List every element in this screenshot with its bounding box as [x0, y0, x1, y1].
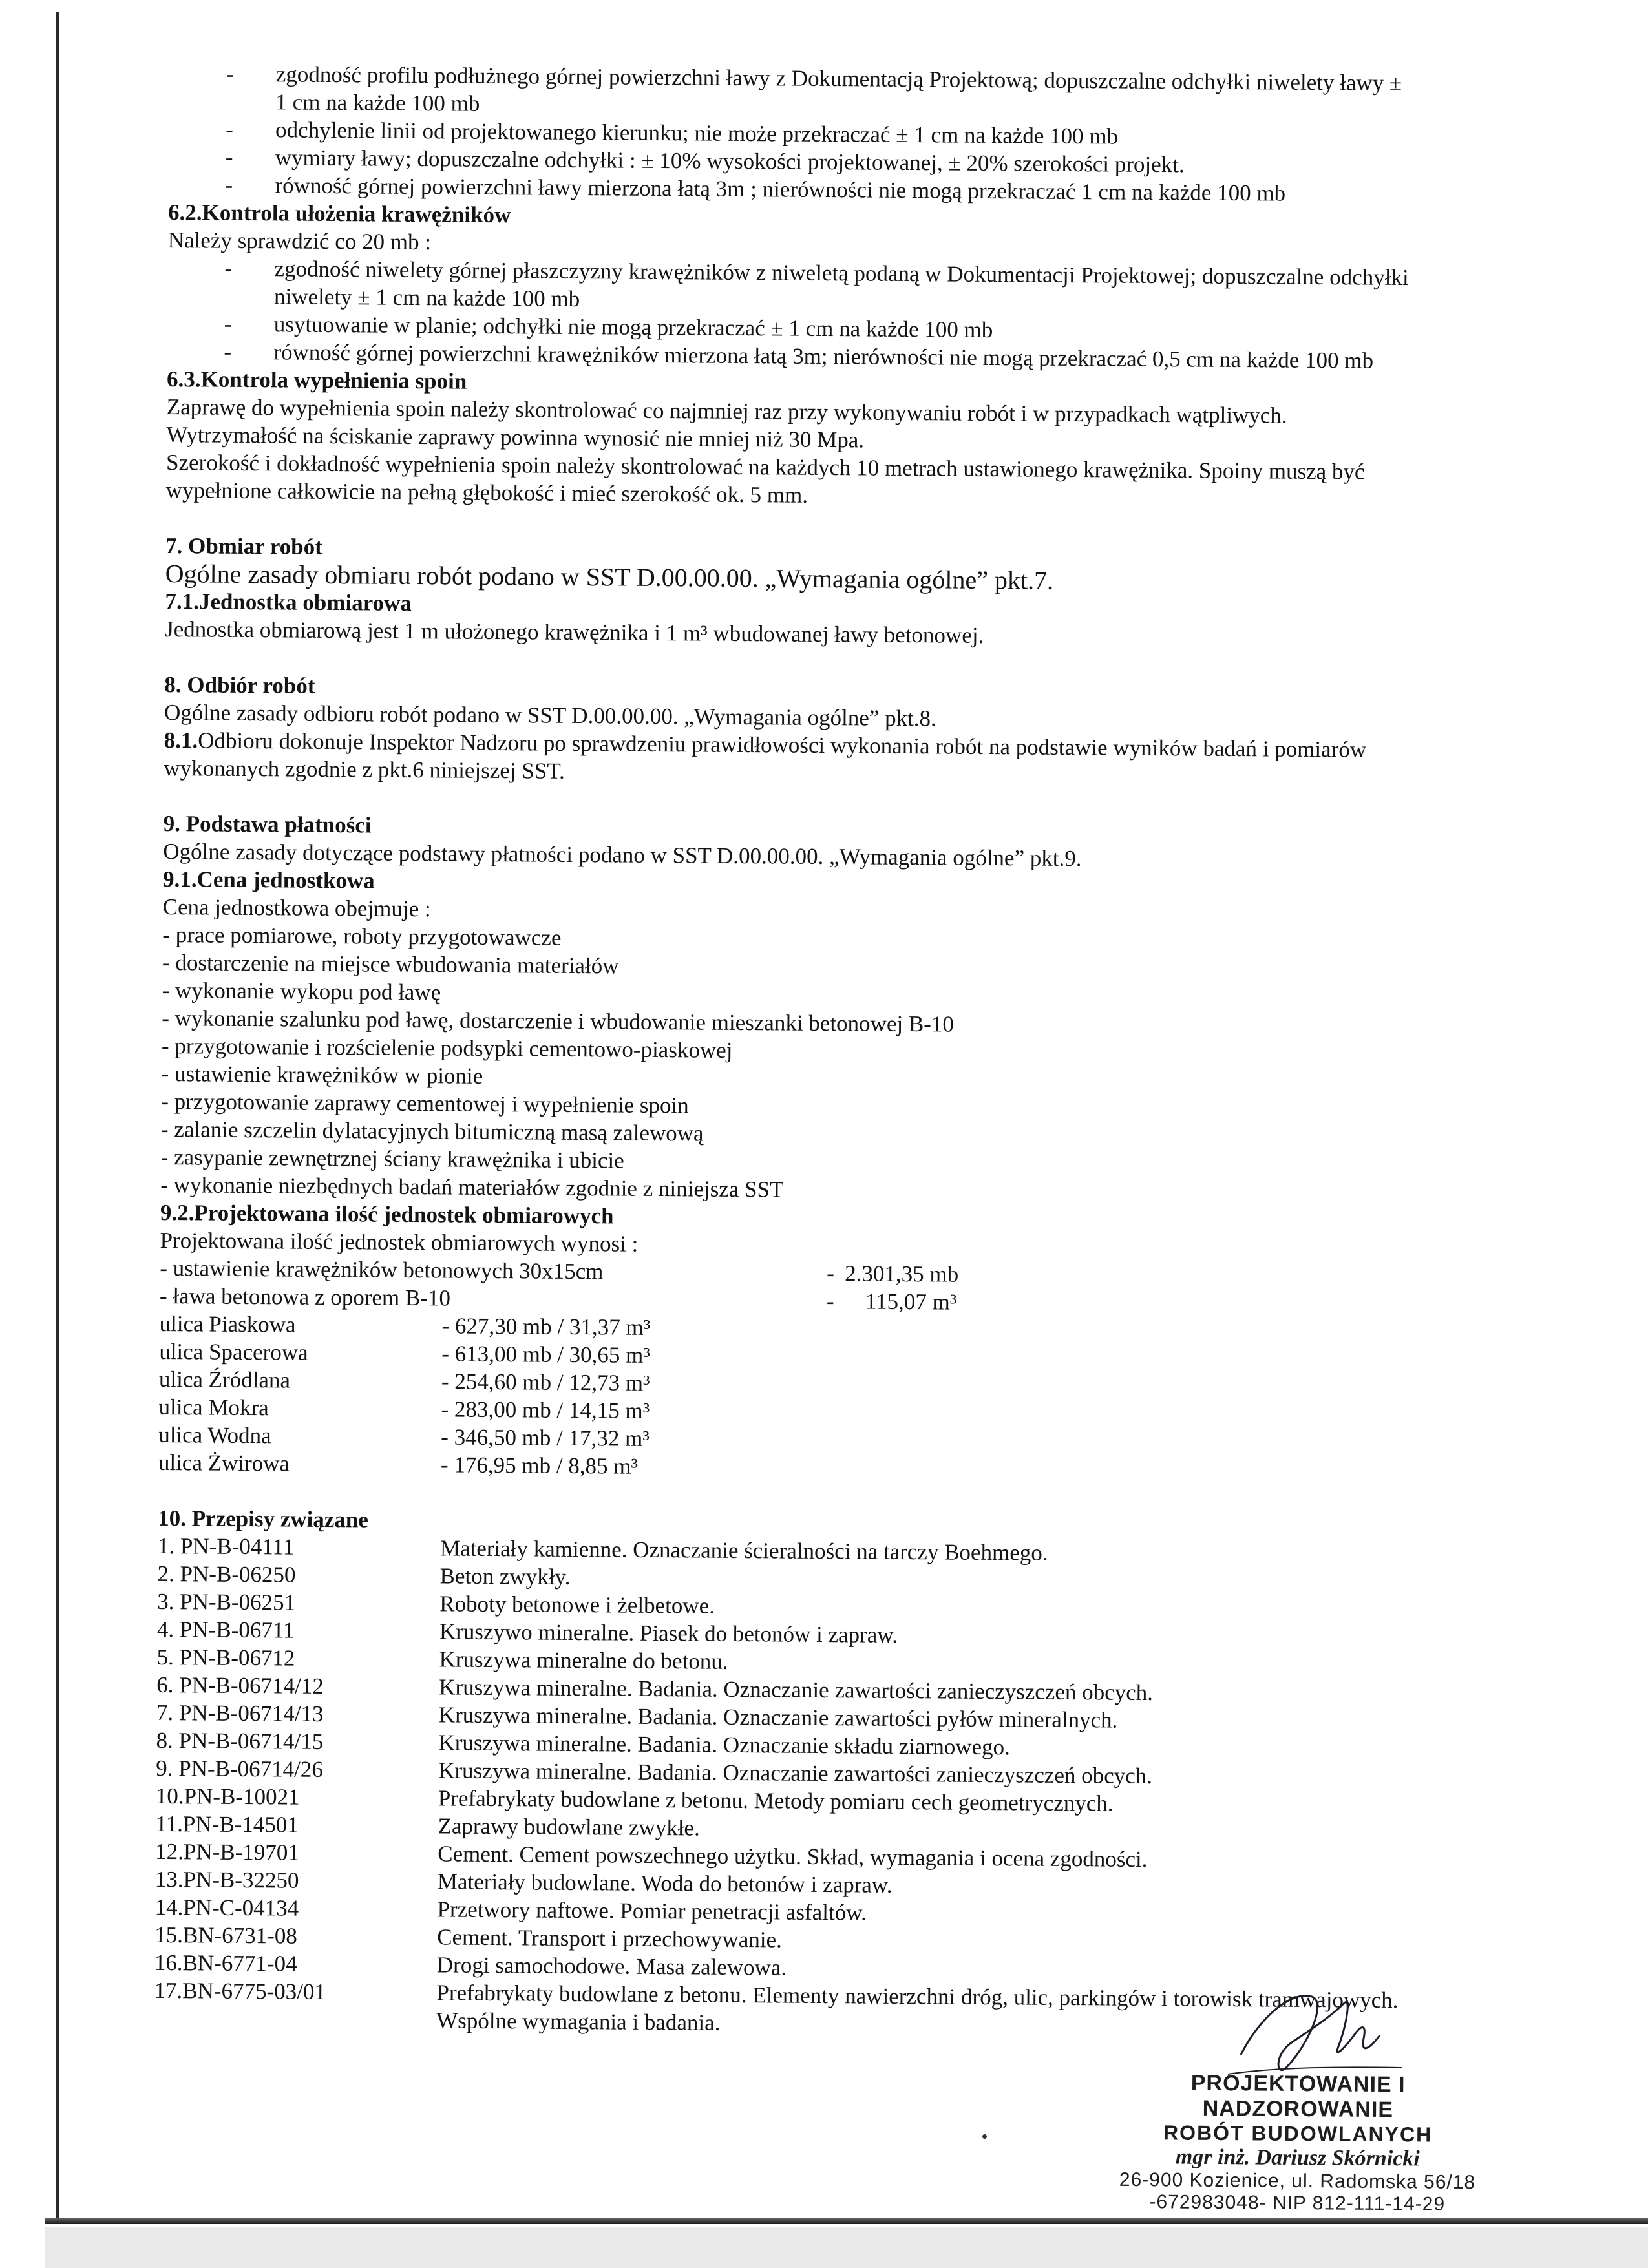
norm-row: 6. PN-B-06714/12 Kruszywa mineralne. Badania. Oznaczanie zawartości zanieczyszczeń obcych.	[156, 1672, 1154, 1706]
document-page	[154, 59, 1417, 2042]
list-item: - równość górnej powierzchni ławy mierzona łatą 3m ; nierówności nie mogą przekraczać 1 cm na każde 100 mb	[225, 172, 1286, 206]
paragraph: Ogólne zasady dotyczące podstawy płatności podano w SST D.00.00.00. „Wymagania ogólne” pkt.9.	[163, 838, 1082, 872]
list-item: - dostarczenie na miejsce wbudowania materiałów	[162, 949, 619, 979]
list-item: - przygotowanie i rozścielenie podsypki cementowo-piaskowej	[161, 1033, 733, 1063]
paragraph: 8.1.Odbioru dokonuje Inspektor Nadzoru po sprawdzeniu prawidłowości wykonania robót na podstawie wyników badań i pomiarów wykonanych zgodnie z pkt.6 niniejszej SST.	[164, 727, 1367, 784]
stamp-line: PROJEKTOWANIE I NADZOROWANIE	[1190, 2070, 1406, 2123]
section-heading: 9. Podstawa płatności	[163, 810, 372, 838]
section-heading: 6.3.Kontrola wypełnienia spoin	[166, 366, 467, 394]
paragraph: Projektowana ilość jednostek obmiarowych wynosi :	[160, 1227, 639, 1257]
subsection-number: 8.1.	[164, 727, 198, 753]
street-row: ulica Mokra - 283,00 mb / 14,15 m³	[158, 1394, 650, 1423]
norm-row: 14.PN-C-04134 Przetwory naftowe. Pomiar penetracji asfaltów.	[154, 1894, 867, 1926]
norm-row: 15.BN-6731-08 Cement. Transport i przechowywanie.	[154, 1922, 782, 1953]
paragraph: Wytrzymałość na ściskanie zaprawy powinna wynosić nie mniej niż 30 Mpa.	[166, 421, 865, 453]
list-item: - przygotowanie zaprawy cementowej i wypełnienie spoin	[161, 1088, 689, 1118]
paragraph: Jednostka obmiarową jest 1 m ułożonego krawężnika i 1 m³ wbudowanej ławy betonowej.	[164, 616, 984, 648]
norm-row: 16.BN-6771-04 Drogi samochodowe. Masa zalewowa.	[154, 1949, 787, 1980]
stamp-line: ROBÓT BUDOWLANYCH	[1163, 2121, 1433, 2147]
norm-row: 2. PN-B-06250 Beton zwykły.	[157, 1560, 571, 1590]
norm-row: 11.PN-B-14501 Zaprawy budowlane zwykłe.	[155, 1811, 700, 1841]
list-item: - wykonanie szalunku pod ławę, dostarczenie i wbudowanie mieszanki betonowej B-10	[162, 1005, 955, 1037]
quantity-row: - ustawienie krawężników betonowych 30x15cm - 2.301,35 mb	[160, 1255, 959, 1287]
quantity-value: 115,07 m³	[865, 1288, 957, 1315]
section-heading: 7.1.Jednostka obmiarowa	[165, 588, 412, 616]
section-heading: 8. Odbiór robót	[164, 671, 315, 698]
norm-row: 1. PN-B-04111 Materiały kamienne. Oznaczanie ścieralności na tarczy Boehmego.	[157, 1533, 1048, 1566]
scan-bottom-margin	[45, 2227, 1648, 2268]
street-row: ulica Piaskowa - 627,30 mb / 31,37 m³	[159, 1310, 651, 1340]
street-row: ulica Spacerowa - 613,00 mb / 30,65 m³	[159, 1338, 651, 1368]
paragraph: Należy sprawdzić co 20 mb :	[167, 227, 432, 255]
paragraph: Szerokość i dokładność wypełnienia spoin należy skontrolować na każdych 10 metrach ustawionego krawężnika. Spoiny muszą być wypełnione całkowicie na pełną głębokość i mieć szerokość ok. 5 mm.	[165, 449, 1365, 508]
list-item: - zgodność profilu podłużnego górnej powierzchni ławy z Dokumentacją Projektową; dopuszczalne odchyłki niwelety ławy ± 1 cm na każde 100 mb	[226, 61, 1402, 116]
norm-row: 5. PN-B-06712 Kruszywa mineralne do betonu.	[156, 1644, 728, 1674]
paragraph: Cena jednostkowa obejmuje :	[162, 894, 431, 922]
section-heading: 9.1.Cena jednostkowa	[162, 866, 375, 894]
norm-row: 3. PN-B-06251 Roboty betonowe i żelbetowe.	[157, 1588, 715, 1619]
list-item: - równość górnej powierzchni krawężników mierzona łatą 3m; nierówności nie mogą przekraczać 0,5 cm na każde 100 mb	[224, 339, 1374, 373]
norm-row: 17.BN-6775-03/01 Prefabrykaty budowlane z betonu. Elementy nawierzchni dróg, ulic, parkingów i torowisk tramwajowych. Wspólne wymagania i badania.	[154, 1977, 1399, 2035]
street-row: ulica Wodna - 346,50 mb / 17,32 m³	[158, 1422, 650, 1451]
list-item: - wykonanie niezbędnych badań materiałów zgodnie z niniejsza SST	[160, 1171, 784, 1202]
company-stamp	[1116, 2070, 1479, 2216]
ink-dot	[982, 2134, 987, 2139]
norm-row: 12.PN-B-19701 Cement. Cement powszechnego użytku. Skład, wymagania i ocena zgodności.	[155, 1838, 1148, 1872]
scan-left-edge	[56, 12, 59, 2221]
paragraph: Ogólne zasady odbioru robót podano w SST D.00.00.00. „Wymagania ogólne” pkt.8.	[164, 699, 937, 731]
stamp-line: 26-900 Kozienice, ul. Radomska 56/18	[1119, 2168, 1476, 2194]
list-item: - prace pomiarowe, roboty przygotowawcze	[162, 921, 562, 950]
section-heading: 10. Przepisy związane	[158, 1505, 369, 1533]
section-heading: 9.2.Projektowana ilość jednostek obmiarowych	[160, 1199, 614, 1229]
list-item: - zalanie szczelin dylatacyjnych bitumiczną masą zalewową	[160, 1116, 704, 1146]
norm-row: 9. PN-B-06714/26 Kruszywa mineralne. Badania. Oznaczanie zawartości zanieczyszczeń obcych.	[156, 1755, 1153, 1789]
norm-row: 8. PN-B-06714/15 Kruszywa mineralne. Badania. Oznaczanie składu ziarnowego.	[156, 1727, 1011, 1760]
list-item: - wymiary ławy; dopuszczalne odchyłki : ± 10% wysokości projektowanej, ± 20% szerokości projekt.	[225, 144, 1185, 178]
quantity-row: - ława betonowa z oporem B-10 - 115,07 m³	[159, 1283, 957, 1315]
list-item: - odchylenie linii od projektowanego kierunku; nie może przekraczać ± 1 cm na każde 100 mb	[225, 116, 1119, 149]
paragraph: Ogólne zasady obmiaru robót podano w SST D.00.00.00. „Wymagania ogólne” pkt.7.	[165, 558, 1054, 595]
list-item: - zgodność niwelety górnej płaszczyzny krawężników z niweletą podaną w Dokumentacji Projektowej; dopuszczalne odchyłki niwelety ± 1 cm na każde 100 mb	[224, 255, 1409, 311]
section-heading: 7. Obmiar robót	[165, 532, 322, 560]
list-item: - wykonanie wykopu pod ławę	[162, 977, 441, 1005]
norm-row: 13.PN-B-32250 Materiały budowlane. Woda do betonów i zapraw.	[154, 1866, 893, 1898]
section-heading: 6.2.Kontrola ułożenia krawężników	[167, 199, 511, 228]
stamp-line: -672983048- NIP 812-111-14-29	[1149, 2191, 1446, 2215]
street-row: ulica Żwirowa - 176,95 mb / 8,85 m³	[158, 1449, 639, 1479]
quantity-value: 2.301,35 mb	[845, 1261, 959, 1287]
paragraph: Zaprawę do wypełnienia spoin należy skontrolować co najmniej raz przy wykonywaniu robót i w przypadkach wątpliwych.	[166, 394, 1287, 428]
list-item: - usytuowanie w planie; odchyłki nie mogą przekraczać ± 1 cm na każde 100 mb	[224, 311, 993, 343]
norm-row: 7. PN-B-06714/13 Kruszywa mineralne. Badania. Oznaczanie zawartości pyłów mineralnych.	[156, 1699, 1118, 1733]
norm-row: 10.PN-B-10021 Prefabrykaty budowlane z betonu. Metody pomiaru cech geometrycznych.	[155, 1783, 1114, 1816]
street-row: ulica Źródlana - 254,60 mb / 12,73 m³	[158, 1366, 650, 1396]
norm-row: 4. PN-B-06711 Kruszywo mineralne. Piasek do betonów i zapraw.	[156, 1616, 898, 1648]
list-item: - zasypanie zewnętrznej ściany krawężnika i ubicie	[160, 1144, 624, 1173]
scan-bottom-edge	[45, 2218, 1648, 2224]
list-item: - ustawienie krawężników w pionie	[161, 1060, 483, 1089]
stamp-line: mgr inż. Dariusz Skórnicki	[1175, 2145, 1420, 2171]
